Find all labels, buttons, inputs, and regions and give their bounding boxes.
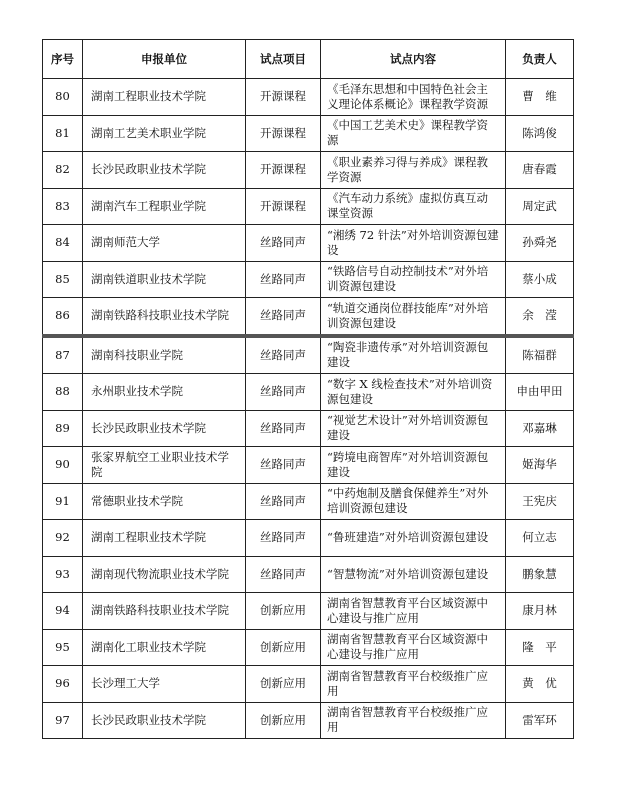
row-pilot-content: 《毛泽东思想和中国特色社会主义理论体系概论》课程教学资源: [321, 79, 506, 116]
row-pilot-content: “视觉艺术设计”对外培训资源包建设: [321, 410, 506, 447]
row-person-in-charge: 邓嘉琳: [506, 410, 574, 447]
row-person-in-charge: 鹏象慧: [506, 556, 574, 593]
table-row: [43, 593, 574, 630]
table-row: [43, 447, 574, 484]
row-pilot-project: 丝路同声: [246, 336, 321, 374]
row-pilot-content: “铁路信号自动控制技术”对外培训资源包建设: [321, 261, 506, 298]
row-pilot-content: “轨道交通岗位群技能库”对外培训资源包建设: [321, 298, 506, 336]
row-number: 95: [43, 629, 83, 666]
row-applicant-unit: 湖南科技职业学院: [83, 336, 246, 374]
header-serial-number: 序号: [43, 40, 83, 79]
row-number: 90: [43, 447, 83, 484]
row-applicant-unit: 长沙民政职业技术学院: [83, 702, 246, 739]
row-pilot-project: 丝路同声: [246, 298, 321, 336]
row-person-in-charge: 蔡小成: [506, 261, 574, 298]
row-applicant-unit: 湖南化工职业技术学院: [83, 629, 246, 666]
row-person-in-charge: 周定武: [506, 188, 574, 225]
row-number: 83: [43, 188, 83, 225]
row-pilot-content: “数字 X 线检查技术”对外培训资源包建设: [321, 374, 506, 411]
row-number: 88: [43, 374, 83, 411]
row-person-in-charge: 余 滢: [506, 298, 574, 336]
header-person-in-charge: 负责人: [506, 40, 574, 79]
row-applicant-unit: 张家界航空工业职业技术学院: [83, 447, 246, 484]
row-pilot-content: 《汽车动力系统》虚拟仿真互动课堂资源: [321, 188, 506, 225]
row-person-in-charge: 康月林: [506, 593, 574, 630]
row-applicant-unit: 湖南现代物流职业技术学院: [83, 556, 246, 593]
row-pilot-project: 创新应用: [246, 593, 321, 630]
row-applicant-unit: 长沙民政职业技术学院: [83, 410, 246, 447]
table-row: [43, 702, 574, 739]
table-row: [43, 79, 574, 116]
table-row: [43, 483, 574, 520]
row-applicant-unit: 常德职业技术学院: [83, 483, 246, 520]
row-pilot-project: 丝路同声: [246, 374, 321, 411]
row-pilot-project: 丝路同声: [246, 261, 321, 298]
row-pilot-project: 创新应用: [246, 666, 321, 703]
row-pilot-content: 《职业素养习得与养成》课程教学资源: [321, 152, 506, 189]
row-applicant-unit: 湖南师范大学: [83, 225, 246, 262]
table-row: [43, 115, 574, 152]
row-applicant-unit: 长沙理工大学: [83, 666, 246, 703]
row-number: 89: [43, 410, 83, 447]
row-person-in-charge: 王宪庆: [506, 483, 574, 520]
row-person-in-charge: 陈福群: [506, 336, 574, 374]
table-row: [43, 666, 574, 703]
row-person-in-charge: 姬海华: [506, 447, 574, 484]
row-number: 91: [43, 483, 83, 520]
row-pilot-project: 丝路同声: [246, 410, 321, 447]
row-applicant-unit: 湖南工程职业技术学院: [83, 520, 246, 557]
row-number: 85: [43, 261, 83, 298]
row-applicant-unit: 湖南工艺美术职业学院: [83, 115, 246, 152]
row-applicant-unit: 湖南铁道职业技术学院: [83, 261, 246, 298]
row-pilot-content: “陶瓷非遗传承”对外培训资源包建设: [321, 336, 506, 374]
row-pilot-project: 开源课程: [246, 188, 321, 225]
row-pilot-content: 湖南省智慧教育平台区域资源中心建设与推广应用: [321, 629, 506, 666]
row-number: 84: [43, 225, 83, 262]
row-pilot-project: 丝路同声: [246, 520, 321, 557]
row-number: 80: [43, 79, 83, 116]
table-row: [43, 336, 574, 374]
row-pilot-content: 湖南省智慧教育平台区域资源中心建设与推广应用: [321, 593, 506, 630]
row-pilot-content: “跨境电商智库”对外培训资源包建设: [321, 447, 506, 484]
row-person-in-charge: 唐春霞: [506, 152, 574, 189]
row-number: 86: [43, 298, 83, 336]
row-applicant-unit: 湖南铁路科技职业技术学院: [83, 593, 246, 630]
row-pilot-project: 丝路同声: [246, 556, 321, 593]
row-pilot-project: 开源课程: [246, 79, 321, 116]
table-row: [43, 298, 574, 336]
row-applicant-unit: 长沙民政职业技术学院: [83, 152, 246, 189]
row-person-in-charge: 雷军环: [506, 702, 574, 739]
row-pilot-project: 创新应用: [246, 629, 321, 666]
row-pilot-content: “鲁班建造”对外培训资源包建设: [321, 520, 506, 557]
row-pilot-project: 丝路同声: [246, 483, 321, 520]
table-row: [43, 261, 574, 298]
header-pilot-project: 试点项目: [246, 40, 321, 79]
row-applicant-unit: 湖南汽车工程职业学院: [83, 188, 246, 225]
row-pilot-project: 开源课程: [246, 115, 321, 152]
row-number: 97: [43, 702, 83, 739]
row-applicant-unit: 湖南铁路科技职业技术学院: [83, 298, 246, 336]
row-number: 82: [43, 152, 83, 189]
table-row: [43, 520, 574, 557]
table-row: [43, 152, 574, 189]
row-pilot-content: 《中国工艺美术史》课程教学资源: [321, 115, 506, 152]
table-row: [43, 225, 574, 262]
row-person-in-charge: 孙舜尧: [506, 225, 574, 262]
table-row: [43, 188, 574, 225]
row-number: 96: [43, 666, 83, 703]
row-number: 94: [43, 593, 83, 630]
row-pilot-content: “智慧物流”对外培训资源包建设: [321, 556, 506, 593]
row-pilot-project: 开源课程: [246, 152, 321, 189]
table-row: [43, 556, 574, 593]
row-pilot-content: 湖南省智慧教育平台校级推广应用: [321, 702, 506, 739]
row-number: 81: [43, 115, 83, 152]
row-applicant-unit: 永州职业技术学院: [83, 374, 246, 411]
row-number: 92: [43, 520, 83, 557]
table-row: [43, 629, 574, 666]
pilot-projects-table: [42, 39, 574, 739]
row-pilot-project: 丝路同声: [246, 447, 321, 484]
row-pilot-content: “湘绣 72 针法”对外培训资源包建设: [321, 225, 506, 262]
row-number: 87: [43, 336, 83, 374]
row-person-in-charge: 黄 优: [506, 666, 574, 703]
row-number: 93: [43, 556, 83, 593]
table-row: [43, 374, 574, 411]
row-pilot-content: 湖南省智慧教育平台校级推广应用: [321, 666, 506, 703]
row-pilot-project: 丝路同声: [246, 225, 321, 262]
header-applicant-unit: 申报单位: [83, 40, 246, 79]
header-pilot-content: 试点内容: [321, 40, 506, 79]
row-person-in-charge: 陈鸿俊: [506, 115, 574, 152]
row-pilot-project: 创新应用: [246, 702, 321, 739]
row-person-in-charge: 申由甲田: [506, 374, 574, 411]
row-person-in-charge: 曹 维: [506, 79, 574, 116]
row-pilot-content: “中药炮制及膳食保健养生”对外培训资源包建设: [321, 483, 506, 520]
row-applicant-unit: 湖南工程职业技术学院: [83, 79, 246, 116]
table-header-row: [43, 40, 574, 79]
row-person-in-charge: 隆 平: [506, 629, 574, 666]
row-person-in-charge: 何立志: [506, 520, 574, 557]
table-row: [43, 410, 574, 447]
